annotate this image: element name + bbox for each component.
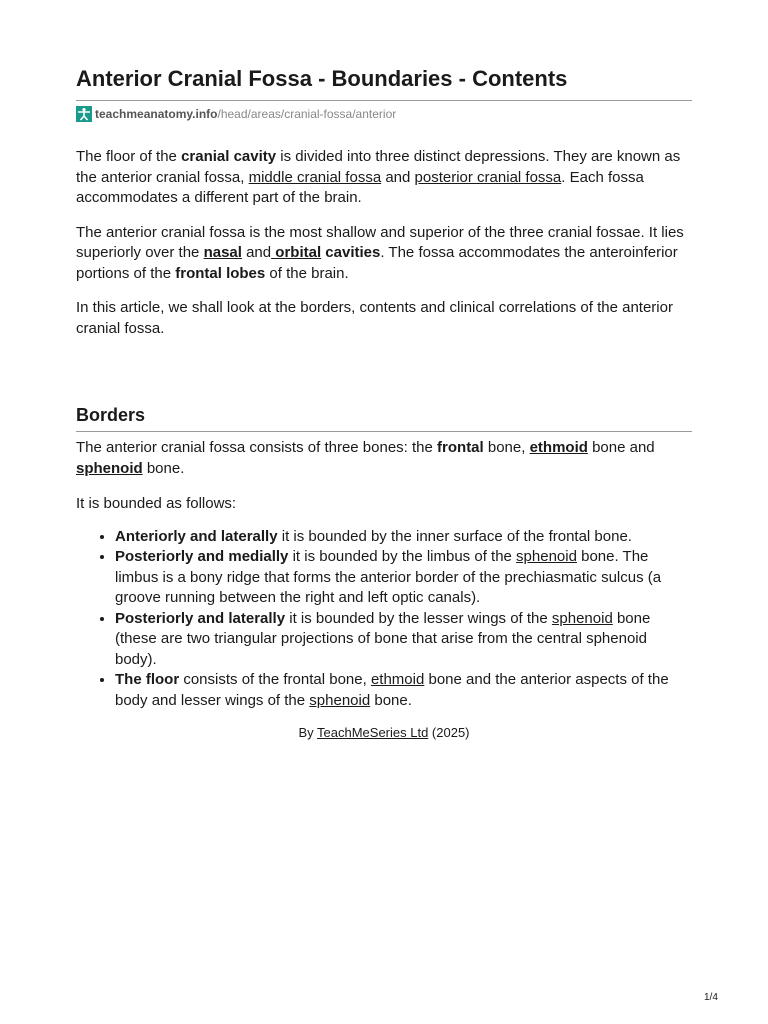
list-item [115,670,692,711]
link-nasal[interactable]: nasal [203,244,242,261]
borders-list [76,527,692,712]
text: bone. The limbus is a bony ridge that forms the anterior border of the prechiasmatic sulcus (a groove running between the right and left optic canals). [115,548,662,606]
borders-paragraph-2: It is bounded as follows: [76,495,237,512]
link-sphenoid[interactable]: sphenoid [76,459,143,477]
bold-term-cavities: cavities [321,244,381,261]
link-sphenoid[interactable]: sphenoid [551,609,613,627]
text: it is bounded by the inner surface of the frontal bone. [277,527,632,545]
intro-paragraph-1 [76,147,692,209]
text: bone, [483,439,530,456]
link-orbital[interactable]: orbital [271,244,322,261]
list-item-term: The floor [115,671,180,688]
source-line [76,106,692,122]
text: . Each fossa accommodates a different part of the brain. [76,168,644,206]
text: (2025) [428,725,470,740]
text: and [381,168,415,186]
source-domain: teachmeanatomy.info [95,107,218,121]
text: The anterior cranial fossa is the most shallow and superior of the three cranial fossae. It lies superiorly over the [76,223,684,261]
credit-link[interactable]: TeachMeSeries Ltd [317,725,429,740]
intro-paragraph-2 [76,223,692,285]
text: The floor of the [76,148,182,165]
image-credit [76,724,692,742]
document-page [76,64,692,742]
anatomy-figure-icon [76,106,92,122]
text: bone. [142,459,185,477]
text: bone and the anterior aspects of the body and lesser wings of the [115,671,669,709]
text: and [241,244,272,261]
text: bone. [370,691,412,709]
text: The anterior cranial fossa consists of three bones: the [76,439,438,456]
link-middle-cranial-fossa[interactable]: middle cranial fossa [248,168,382,186]
link-ethmoid[interactable]: ethmoid [529,439,588,456]
text: By [298,725,318,740]
link-sphenoid[interactable]: sphenoid [309,691,371,709]
section-heading-borders: Borders [76,403,692,432]
text: consists of the frontal bone, [179,671,371,688]
text: it is bounded by the limbus of the [288,548,517,565]
list-item [115,527,692,548]
page-title: Anterior Cranial Fossa - Boundaries - Contents [76,64,692,101]
link-ethmoid[interactable]: ethmoid [370,671,425,688]
bold-term-frontal: frontal [437,439,484,456]
text: of the brain. [265,264,349,282]
source-path: /head/areas/cranial-fossa/anterior [217,107,397,121]
text: it is bounded by the lesser wings of the [285,609,552,627]
list-item [115,609,692,671]
text: bone and [587,439,655,456]
list-item [115,547,692,609]
list-item-term: Posteriorly and medially [115,548,289,565]
text: is divided into three distinct depressions. They are known as the anterior cranial fossa, [76,148,681,186]
intro-paragraph-3: In this article, we shall look at the borders, contents and clinical correlations of the anterior cranial fossa. [76,299,673,337]
bold-term-cranial-cavity: cranial cavity [181,148,277,165]
bold-term-frontal-lobes: frontal lobes [175,264,266,282]
list-item-term: Posteriorly and laterally [115,609,286,627]
link-sphenoid[interactable]: sphenoid [516,548,577,565]
source-url-link[interactable] [95,107,396,121]
borders-paragraph-1 [76,438,692,479]
page-number: 1/4 [704,992,718,1003]
text: bone (these are two triangular projections of bone that arise from the central sphenoid body). [115,609,651,668]
link-posterior-cranial-fossa[interactable]: posterior cranial fossa [414,168,562,186]
text: . The fossa accommodates the anteroinferior portions of the [76,244,678,282]
list-item-term: Anteriorly and laterally [115,527,278,545]
